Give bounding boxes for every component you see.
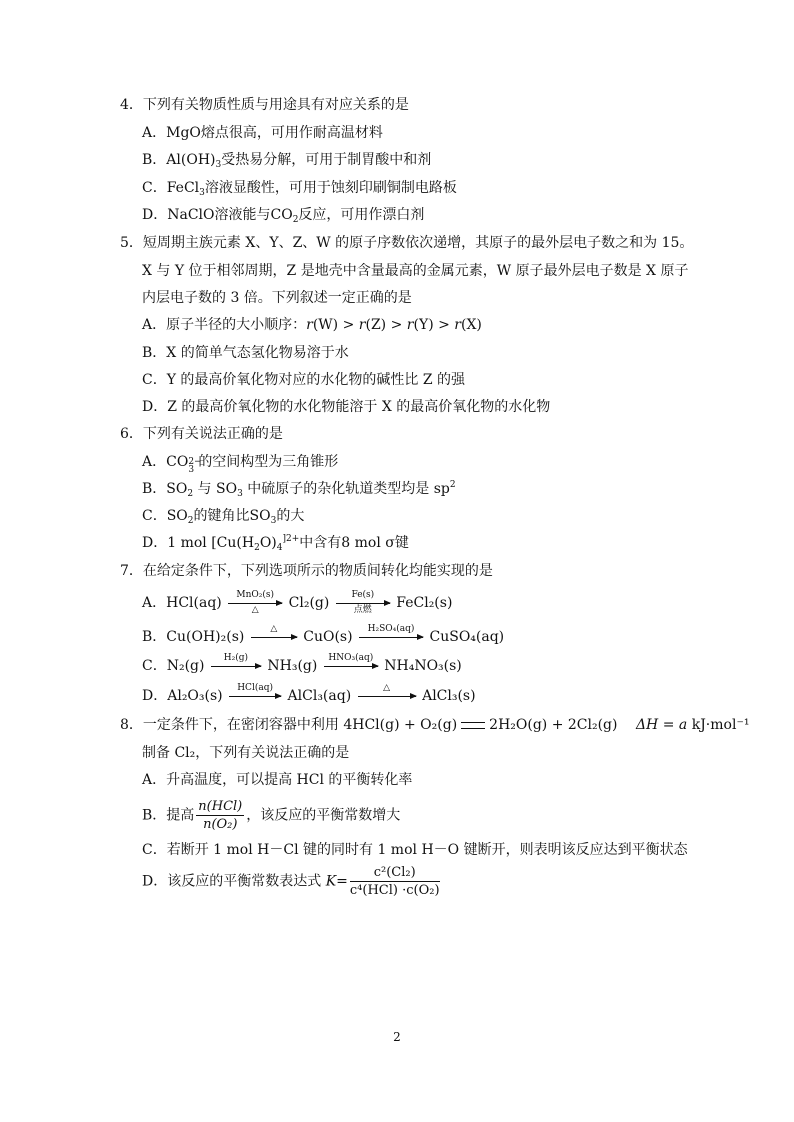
q5-option-b: B．X 的简单气态氢化物易溶于水 bbox=[142, 345, 349, 361]
q4-stem: 4．下列有关物质性质与用途具有对应关系的是 bbox=[120, 97, 409, 113]
q5-stem-line2: X 与 Y 位于相邻周期，Z 是地壳中含量最高的金属元素，W 原子最外层电子数是 X 原子 bbox=[142, 263, 689, 279]
q7-option-b: B．Cu(OH)₂(s) △ CuO(s) H₂SO₄(aq) CuSO₄(aq) bbox=[142, 624, 505, 645]
reaction-arrow: △ bbox=[358, 695, 416, 697]
reaction-arrow: Fe(s) 点燃 bbox=[336, 602, 390, 604]
q6-option-b: B．$SO_2$ 与 $SO_3$ 中硫原子的杂化轨道类型均是 $sp^2$ bbox=[142, 480, 456, 499]
reaction-arrow: MnO₂(s) △ bbox=[228, 602, 282, 604]
q4-option-b: B．$Al(OH)_3$受热易分解，可用于制胃酸中和剂 bbox=[142, 152, 432, 170]
fraction: $\frac{\text{n(HCl)}}{\text{n(O₂)}}$ bbox=[198, 799, 243, 832]
fraction: $\frac{\text{c²(Cl₂)}}{\text{c⁴(HCl) ·c(O₂)}}$ bbox=[349, 865, 440, 898]
q8-option-c: C．若断开 1 mol H－Cl 键的同时有 1 mol H－O 键断开，则表明该反应达到平衡状态 bbox=[142, 842, 688, 858]
q5-stem-line3: 内层电子数的 3 倍。下列叙述一定正确的是 bbox=[142, 290, 412, 306]
q5-option-d: D．Z 的最高价氧化物的水化物能溶于 X 的最高价氧化物的水化物 bbox=[142, 399, 551, 415]
reaction-arrow: △ bbox=[251, 636, 297, 638]
reaction-arrow: HNO₃(aq) bbox=[324, 665, 378, 667]
q4-option-a: A．MgO熔点很高，可用作耐高温材料 bbox=[142, 125, 383, 141]
equilibrium-sign bbox=[461, 722, 485, 729]
reaction-arrow: H₂(g) bbox=[211, 665, 261, 667]
q6-option-a: A．CO 2− 3 的空间构型为三角锥形 bbox=[142, 454, 339, 475]
q8-option-b: B．提高 $\frac{\text{n(HCl)}}{\text{n(O₂)}}$ ，该反应的平衡常数增大 bbox=[142, 799, 401, 832]
q6-option-c: C．$SO_2$的键角比$SO_3$的大 bbox=[142, 508, 305, 526]
q4-option-d: D．NaClO溶液能与$CO_2$反应，可用作漂白剂 bbox=[142, 207, 425, 225]
q7-option-d: D．Al₂O₃(s) HCl(aq) AlCl₃(aq) △ AlCl₃(s) bbox=[142, 683, 476, 704]
q5-stem-line1: 5．短周期主族元素 X、Y、Z、W 的原子序数依次递增，其原子的最外层电子数之和为 15。 bbox=[120, 235, 694, 251]
q5-option-a: A．原子半径的大小顺序：r(W) > r(Z) > r(Y) > r(X) bbox=[142, 317, 482, 333]
q6-stem: 6．下列有关说法正确的是 bbox=[120, 426, 283, 442]
q7-option-c: C．N₂(g) H₂(g) NH₃(g) HNO₃(aq) NH₄NO₃(s) bbox=[142, 653, 462, 674]
q8-option-d: D．该反应的平衡常数表达式 K= $\frac{\text{c²(Cl₂)}}{\text{c⁴(HCl) ·c(O₂)}}$ bbox=[142, 865, 440, 898]
q8-option-a: A．升高温度，可以提高 HCl 的平衡转化率 bbox=[142, 772, 413, 788]
q8-stem-line2: 制备 Cl₂，下列有关说法正确的是 bbox=[142, 745, 350, 761]
q6-option-d: D．1 mol [$Cu(H_2O)_4^{]2+}$中含有8 mol σ键 bbox=[142, 534, 409, 553]
q8-stem-line1: 8．一定条件下，在密闭容器中利用 4HCl(g) + O₂(g) 2H₂O(g) + 2Cl₂(g) ΔH = a kJ·mol⁻¹ bbox=[120, 717, 750, 733]
reaction-arrow: H₂SO₄(aq) bbox=[359, 636, 423, 638]
q7-stem: 7．在给定条件下，下列选项所示的物质间转化均能实现的是 bbox=[120, 563, 493, 579]
q5-option-c: C．Y 的最高价氧化物对应的水化物的碱性比 Z 的强 bbox=[142, 372, 466, 388]
q4-option-c: C．FeCl$_3$溶液显酸性，可用于蚀刻印刷铜制电路板 bbox=[142, 180, 457, 198]
page-number: 2 bbox=[393, 1030, 401, 1044]
reaction-arrow: HCl(aq) bbox=[229, 695, 281, 697]
q7-option-a: A．HCl(aq) MnO₂(s) △ Cl₂(g) Fe(s) 点燃 FeCl₂(s) bbox=[142, 590, 453, 615]
